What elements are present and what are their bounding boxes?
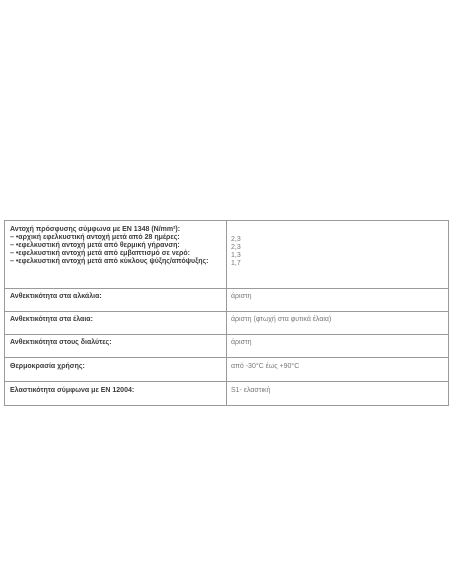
table-row (5, 312, 449, 335)
spec-value: άριστη (φτωχή στα φυτικά έλαια) (227, 312, 449, 335)
spec-label: Ελαστικότητα σύμφωνα με EN 12004: (5, 382, 227, 406)
spec-label: Ανθεκτικότητα στους διαλύτες: (5, 335, 227, 358)
spec-label-line: – •εφελκυστική αντοχή μετά από κύκλους ψύξης/απόψυξης: (10, 258, 209, 265)
table-row (5, 221, 449, 289)
spec-label: Ανθεκτικότητα στα αλκάλια: (5, 289, 227, 312)
spec-label: Ανθεκτικότητα στα έλαια: (5, 312, 227, 335)
spec-value-line: 1,7 (231, 260, 241, 267)
spec-value: από -30°C έως +90°C (227, 358, 449, 382)
spec-value: άριστη (227, 335, 449, 358)
technical-specs-table (4, 220, 449, 406)
table-row (5, 289, 449, 312)
table-row (5, 382, 449, 406)
spec-value-line: 2,3 (231, 236, 241, 243)
spec-label-line: Αντοχή πρόσφυσης σύμφωνα με EN 1348 (N/mm²): (10, 226, 181, 233)
spec-label-line: – •αρχική εφελκυστική αντοχή μετά από 28 ημέρες: (10, 234, 180, 241)
spec-value: S1- ελαστική (227, 382, 449, 406)
spec-label-line: – •εφελκυστική αντοχή μετά από θερμική γήρανση: (10, 242, 180, 249)
table-row (5, 335, 449, 358)
spec-value-line: 1,3 (231, 252, 241, 259)
spec-value-line: 2,3 (231, 244, 241, 251)
table-row (5, 358, 449, 382)
spec-label: Θερμοκρασία χρήσης: (5, 358, 227, 382)
spec-value: άριστη (227, 289, 449, 312)
spec-label-line: – •εφελκυστική αντοχή μετά από εμβαπτισμό σε νερό: (10, 250, 190, 257)
spec-value (227, 221, 449, 289)
spec-label (5, 221, 227, 289)
